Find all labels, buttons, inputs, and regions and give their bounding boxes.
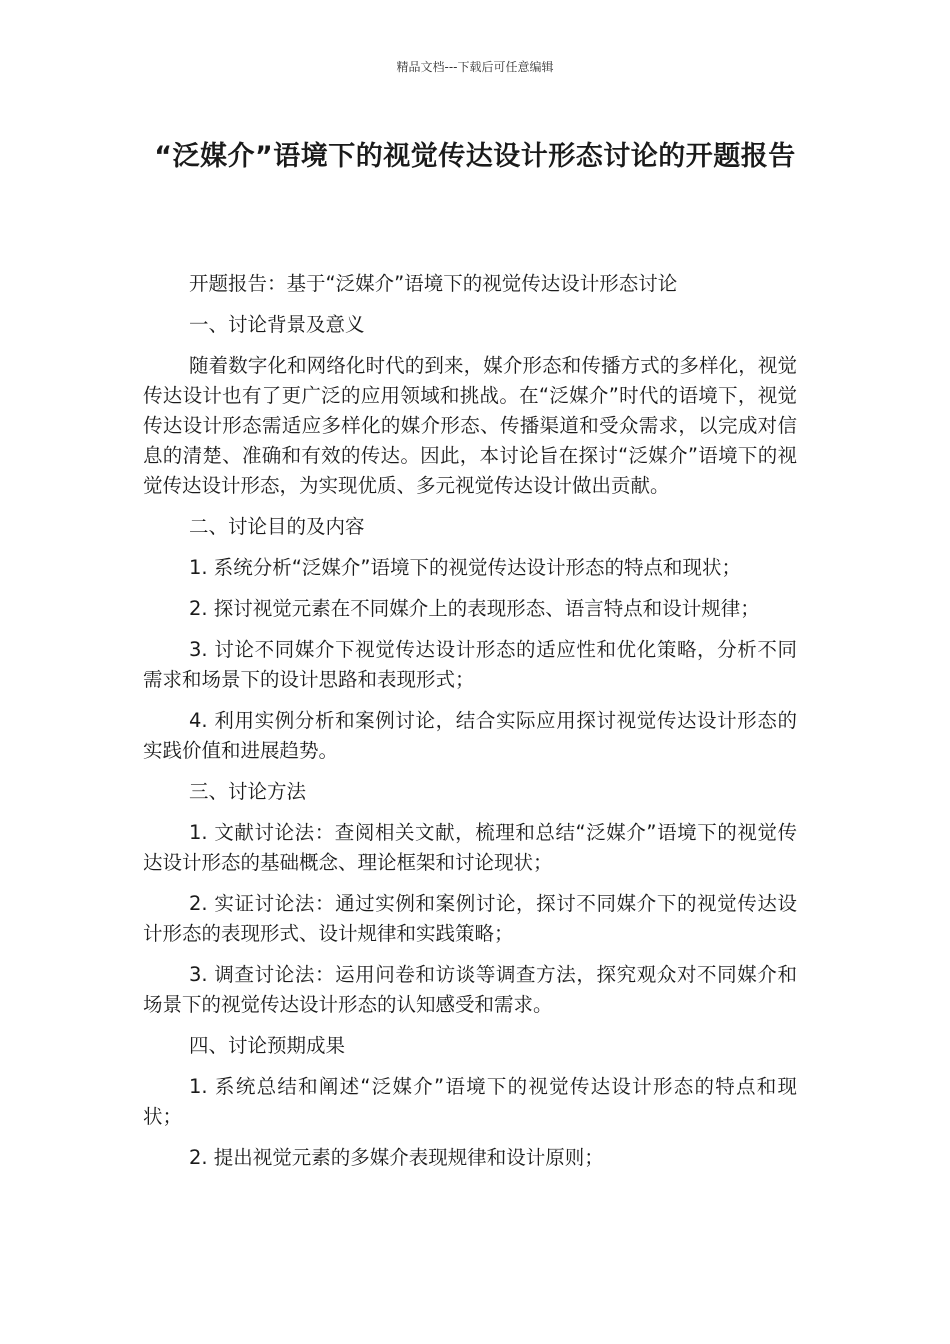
- intro-paragraph: 开题报告：基于“泛媒介”语境下的视觉传达设计形态讨论: [189, 272, 678, 295]
- method-item-3: 3. 调查讨论法：运用问卷和访谈等调查方法，探究观众对不同媒介和场景下的视觉传达设计形态的认知感受和需求。: [143, 963, 797, 1016]
- method-item-2: 2. 实证讨论法：通过实例和案例讨论，探讨不同媒介下的视觉传达设计形态的表现形式、设计规律和实践策略；: [143, 892, 797, 945]
- header-note: 精品文档---下载后可任意编辑: [396, 60, 554, 74]
- objective-item-1: 1. 系统分析“泛媒介”语境下的视觉传达设计形态的特点和现状；: [189, 556, 742, 579]
- document-title: “泛媒介”语境下的视觉传达设计形态讨论的开题报告: [154, 141, 796, 172]
- section-heading-methods: 三、讨论方法: [189, 780, 307, 803]
- outcome-item-1: 1. 系统总结和阐述“泛媒介”语境下的视觉传达设计形态的特点和现状；: [143, 1075, 797, 1128]
- section-heading-objectives: 二、讨论目的及内容: [189, 515, 365, 538]
- section-heading-outcomes: 四、讨论预期成果: [189, 1034, 346, 1057]
- outcome-item-2: 2. 提出视觉元素的多媒介表现规律和设计原则；: [189, 1146, 604, 1169]
- objective-item-4: 4. 利用实例分析和案例讨论，结合实际应用探讨视觉传达设计形态的实践价值和进展趋势。: [143, 709, 797, 762]
- method-item-1: 1. 文献讨论法：查阅相关文献，梳理和总结“泛媒介”语境下的视觉传达设计形态的基础概念、理论框架和讨论现状；: [143, 821, 797, 874]
- background-paragraph: 随着数字化和网络化时代的到来，媒介形态和传播方式的多样化，视觉传达设计也有了更广泛的应用领域和挑战。在“泛媒介”时代的语境下，视觉传达设计形态需适应多样化的媒介形态、传播渠道和受众需求，以完成对信息的清楚、准确和有效的传达。因此，本讨论旨在探讨“泛媒介”语境下的视觉传达设计形态，为实现优质、多元视觉传达设计做出贡献。: [143, 354, 797, 497]
- objective-item-2: 2. 探讨视觉元素在不同媒介上的表现形态、语言特点和设计规律；: [189, 597, 760, 620]
- objective-item-3: 3. 讨论不同媒介下视觉传达设计形态的适应性和优化策略，分析不同需求和场景下的设计思路和表现形式；: [143, 638, 797, 691]
- section-heading-background: 一、讨论背景及意义: [189, 313, 365, 336]
- document-body: [143, 269, 797, 1184]
